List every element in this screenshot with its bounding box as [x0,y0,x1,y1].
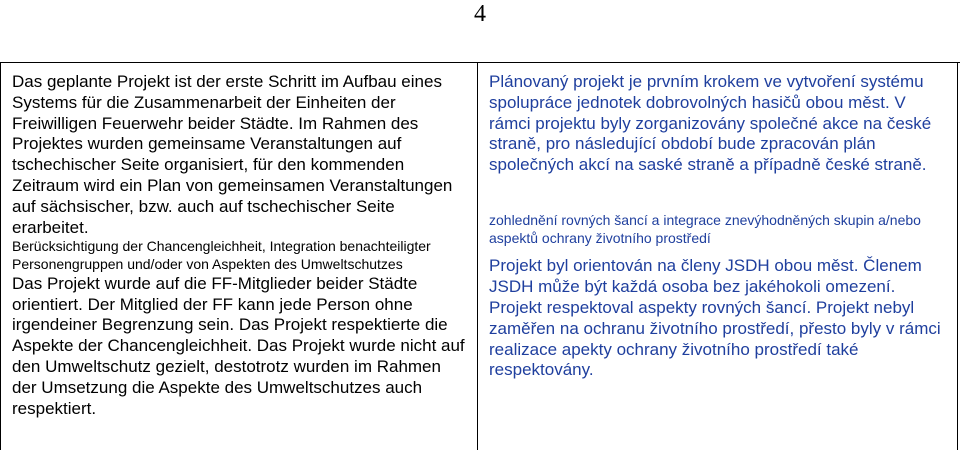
table-right-border [957,62,958,450]
czech-spacer [489,176,951,194]
table-column-divider [477,62,478,450]
czech-section-heading: zohlednění rovných šancí a integrace znevýhodněných skupin a/nebo aspektů ochrany životního prostředí [489,211,921,246]
german-column [12,72,470,450]
german-section-heading: Berücksichtigung der Chancengleichheit, Integration benachteiligter Personengruppen und/oder von Aspekten des Umweltschutzes [12,238,431,273]
czech-spacer [489,194,951,212]
bilingual-table [0,62,960,450]
german-body-paragraph: Das Projekt wurde auf die FF-Mitglieder beider Städte orientiert. Der Mitglied der FF kann jede Person ohne irgendeiner Begrenzung sein. Das Projekt respektierte die Aspekte der Chancengleichheit. Das Projekt wurde nicht auf den Umweltschutz gezielt, destotrotz wurden im Rahmen der Umsetzung die Aspekte des Umweltschutzes auch respektiert. [12,273,465,418]
czech-body-paragraph: Projekt byl orientován na členy JSDH obou měst. Členem JSDH může být každá osoba bez jakéhokoli omezení. Projekt respektoval aspekty rovných šancí. Projekt nebyl zaměřen na ochranu životního prostředí, přesto byly v rámci realizace apekty ochrany životního prostředí také respektovány. [489,256,941,380]
czech-intro-paragraph: Plánovaný projekt je prvním krokem ve vytvoření systému spolupráce jednotek dobrovolných hasičů obou měst. V rámci projektu byly zorganizovány společné akce na české straně, pro následující období bude zpracován plán společných akcí na saské straně a případně české straně. [489,72,932,175]
page-number: 4 [474,1,486,27]
german-intro-paragraph: Das geplante Projekt ist der erste Schritt im Aufbau eines Systems für die Zusammenarbeit der Einheiten der Freiwilligen Feuerwehr beider Städte. Im Rahmen des Projektes wurden gemeinsame Veranstaltungen auf tschechischer Seite organisiert, für den kommenden Zeitraum wird ein Plan von gemeinsamen Veranstaltungen auf sächsischer, bzw. auch auf tschechischer Seite erarbeitet. [12,72,453,237]
czech-column [489,72,951,450]
czech-spacer-small [489,247,951,256]
table-left-border [0,62,1,450]
